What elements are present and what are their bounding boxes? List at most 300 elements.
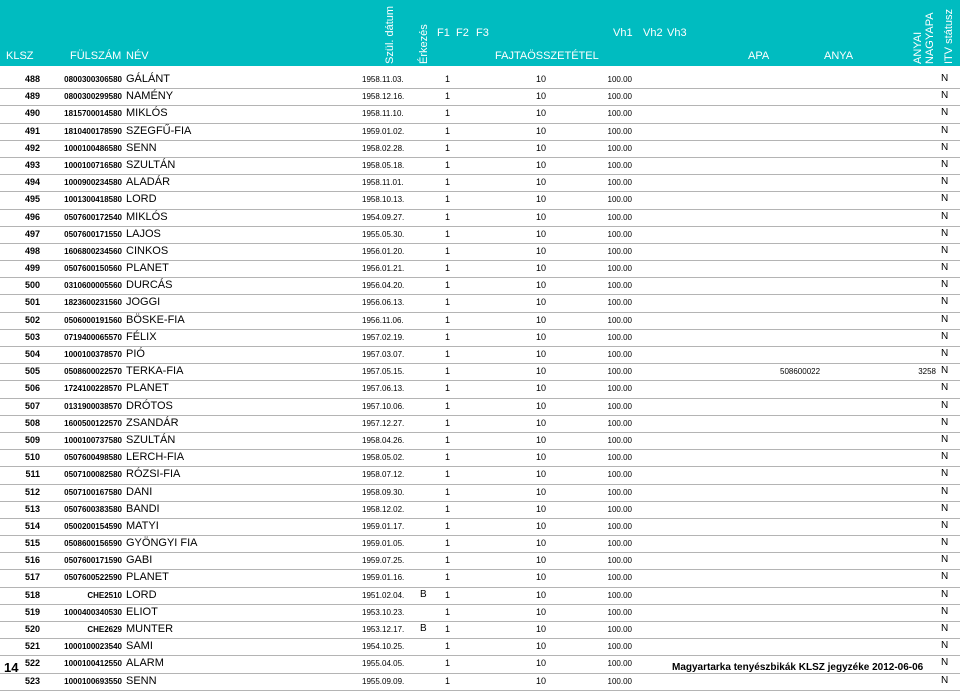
cell-klsz: 511 (25, 469, 40, 480)
header-fulszam: FÜLSZÁM (70, 50, 122, 62)
cell-fajta-percent: 100.00 (607, 178, 632, 188)
cell-itv: N (941, 176, 949, 188)
cell-fajta-value: 10 (535, 177, 546, 188)
cell-klsz: 510 (24, 452, 40, 463)
cell-nev: ELIOT (126, 605, 158, 618)
cell-fajta-value: 10 (535, 538, 546, 549)
cell-f1: 1 (444, 520, 450, 531)
cell-fajta-percent: 100.00 (607, 659, 632, 669)
page-number: 14 (4, 660, 19, 675)
table-row (0, 588, 960, 605)
cell-datum: 1958.09.30. (362, 487, 405, 497)
cell-nev: PLANET (126, 262, 169, 275)
cell-datum: 1957.06.13. (362, 384, 405, 394)
table-row (0, 347, 960, 364)
cell-fajta-percent: 100.00 (607, 573, 632, 583)
cell-f1: 1 (444, 675, 450, 686)
cell-fulszam: 1823600231560 (64, 298, 122, 308)
cell-datum: 1955.09.09. (362, 676, 405, 686)
cell-fajta-percent: 100.00 (607, 315, 632, 325)
cell-f1: 1 (444, 606, 450, 617)
cell-nev: SZEGFŰ-FIA (126, 124, 192, 137)
cell-nev: ALARM (126, 657, 164, 670)
cell-datum: 1957.02.19. (362, 332, 405, 342)
cell-fulszam: 1000400340530 (64, 607, 122, 617)
cell-f1: 1 (444, 314, 450, 325)
table-row (0, 124, 960, 141)
cell-f1: 1 (444, 349, 450, 359)
cell-fajta-percent: 100.00 (607, 281, 632, 291)
header-anya: ANYA (824, 50, 854, 62)
cell-klsz: 491 (24, 125, 40, 136)
cell-fulszam: 0506000191560 (64, 315, 122, 325)
cell-fajta-value: 10 (535, 606, 546, 617)
table-row (0, 467, 960, 484)
cell-fajta-percent: 100.00 (607, 246, 632, 256)
cell-fajta-percent: 100.00 (607, 487, 632, 497)
table-row (0, 313, 960, 330)
cell-fulszam: CHE2510 (87, 590, 122, 600)
cell-fajta-percent: 100.00 (607, 264, 632, 274)
header-fajtaosszetetel: FAJTAÖSSZETÉTEL (495, 50, 599, 62)
table-row (0, 485, 960, 502)
cell-datum: 1957.05.15. (362, 367, 405, 377)
cell-fajta-value: 10 (535, 91, 546, 102)
cell-fajta-percent: 100.00 (607, 676, 632, 686)
cell-f1: 1 (444, 503, 450, 514)
cell-fajta-percent: 100.00 (607, 212, 632, 222)
cell-f1: 1 (444, 383, 450, 394)
cell-fajta-value: 10 (535, 400, 546, 411)
cell-f1: 1 (444, 366, 450, 377)
cell-f1: 1 (444, 486, 450, 497)
cell-f1: 1 (444, 400, 450, 411)
header-f2: F2 (456, 27, 469, 39)
cell-fajta-value: 10 (535, 503, 546, 514)
cell-klsz: 497 (24, 228, 40, 239)
cell-klsz: 495 (24, 194, 40, 205)
cell-klsz: 488 (24, 74, 40, 84)
cell-fajta-percent: 100.00 (607, 160, 632, 170)
cell-nev: JOGGI (126, 296, 161, 309)
cell-fajta-percent: 100.00 (607, 642, 632, 652)
cell-fulszam: 0508600022570 (64, 367, 122, 377)
cell-nev: SZULTÁN (126, 433, 176, 446)
cell-datum: 1951.02.04. (362, 590, 405, 600)
cell-nev: GABI (126, 554, 153, 567)
cell-itv: N (941, 365, 949, 377)
cell-datum: 1959.07.25. (362, 556, 405, 566)
table-row (0, 502, 960, 519)
header-vh2: Vh2 (643, 27, 663, 39)
cell-fulszam: 0508600156590 (64, 539, 122, 549)
cell-datum: 1955.05.30. (362, 229, 405, 239)
cell-datum: 1956.06.13. (362, 298, 405, 308)
cell-f1: 1 (444, 469, 450, 480)
table-row (0, 622, 960, 639)
header-klsz: KLSZ (6, 50, 34, 62)
cell-nev: LORD (126, 588, 157, 601)
cell-klsz: 498 (24, 245, 40, 256)
header-nev: NÉV (126, 50, 149, 62)
header-szul-datum: Szül. dátum (384, 5, 396, 64)
cell-nev: LAJOS (126, 227, 161, 240)
cell-fajta-percent: 100.00 (607, 75, 632, 84)
cell-fulszam: 1815700014580 (64, 109, 122, 119)
cell-f1: 1 (444, 228, 450, 239)
cell-nev: LORD (126, 193, 157, 206)
cell-klsz: 494 (24, 177, 40, 188)
cell-datum: 1959.01.05. (362, 539, 405, 549)
header-anyai-nagyapa: ANYAI NAGYAPA (912, 12, 936, 64)
cell-nev: FÉLIX (126, 330, 157, 343)
cell-datum: 1956.01.21. (362, 264, 405, 274)
cell-nev: RÓZSI-FIA (126, 468, 181, 481)
cell-fajta-value: 10 (535, 74, 546, 84)
cell-fajta-percent: 100.00 (607, 143, 632, 153)
cell-datum: 1958.05.18. (362, 160, 405, 170)
cell-nev: PLANET (126, 571, 169, 584)
cell-fajta-percent: 100.00 (607, 384, 632, 394)
cell-nev: GÁLÁNT (126, 73, 171, 85)
cell-fulszam: 1000100378570 (64, 350, 122, 359)
cell-klsz: 514 (24, 520, 40, 531)
cell-klsz: 503 (24, 331, 40, 342)
cell-f1: 1 (444, 177, 450, 188)
table-row (0, 261, 960, 278)
cell-klsz: 493 (24, 159, 40, 170)
cell-fulszam: 0800300299580 (64, 92, 122, 102)
cell-fajta-percent: 100.00 (607, 625, 632, 634)
cell-itv: N (941, 279, 949, 291)
cell-nev: SZULTÁN (126, 158, 176, 171)
table-row (0, 399, 960, 416)
cell-fajta-value: 10 (535, 469, 546, 480)
cell-klsz: 523 (24, 675, 40, 686)
cell-nev: DRÓTOS (126, 399, 173, 412)
cell-datum: 1958.12.16. (362, 92, 405, 102)
cell-itv: N (941, 468, 949, 480)
cell-f1: 1 (444, 245, 450, 256)
cell-fulszam: 0507100082580 (64, 470, 122, 480)
header-erkezes: Érkezés (418, 24, 430, 64)
cell-nev: GYÖNGYI FIA (126, 537, 198, 550)
cell-fulszam: 1600500122570 (64, 418, 122, 428)
cell-klsz: 505 (24, 366, 40, 377)
cell-klsz: 492 (24, 142, 40, 153)
cell-itv: N (941, 313, 949, 325)
cell-fajta-percent: 100.00 (607, 504, 632, 514)
cell-nev: LERCH-FIA (126, 451, 185, 464)
cell-f1: 1 (444, 263, 450, 274)
cell-itv: N (941, 73, 949, 84)
cell-fulszam: 1000100023540 (64, 642, 122, 652)
cell-fajta-value: 10 (535, 331, 546, 342)
cell-itv: N (941, 433, 949, 445)
cell-klsz: 489 (24, 91, 40, 102)
cell-fulszam: 0507600172540 (64, 212, 122, 222)
cell-f1: 1 (444, 658, 450, 669)
cell-fajta-value: 10 (535, 434, 546, 445)
cell-apa: 508600022 (780, 367, 821, 377)
cell-fajta-value: 10 (535, 297, 546, 308)
cell-f1: 1 (444, 125, 450, 136)
table-row (0, 605, 960, 622)
cell-datum: 1957.03.07. (362, 350, 405, 359)
cell-fajta-percent: 100.00 (607, 521, 632, 531)
cell-itv: N (941, 605, 949, 617)
cell-erkezes: B (420, 588, 427, 600)
cell-fajta-percent: 100.00 (607, 470, 632, 480)
cell-klsz: 502 (24, 314, 40, 325)
cell-klsz: 500 (24, 280, 40, 291)
table-row (0, 570, 960, 587)
cell-fulszam: 0507600383580 (64, 504, 122, 514)
cell-fajta-value: 10 (535, 675, 546, 686)
cell-f1: 1 (444, 641, 450, 652)
cell-f1: 1 (444, 280, 450, 291)
cell-klsz: 499 (24, 263, 40, 274)
cell-itv: N (941, 588, 949, 600)
cell-datum: 1956.04.20. (362, 281, 405, 291)
cell-fulszam: 0507600171550 (64, 229, 122, 239)
cell-datum: 1953.10.23. (362, 607, 405, 617)
cell-fajta-value: 10 (535, 589, 546, 600)
cell-klsz: 522 (24, 658, 40, 669)
table-row (0, 416, 960, 433)
cell-datum: 1957.10.06. (362, 401, 405, 411)
cell-datum: 1958.12.02. (362, 504, 405, 514)
cell-nev: MUNTER (126, 623, 174, 635)
cell-fajta-value: 10 (535, 108, 546, 119)
cell-fulszam: 1606800234560 (64, 246, 122, 256)
cell-itv: N (941, 399, 949, 411)
table-row (0, 674, 960, 691)
cell-datum: 1955.04.05. (362, 659, 405, 669)
cell-fajta-percent: 100.00 (607, 195, 632, 205)
cell-f1: 1 (444, 417, 450, 428)
cell-klsz: 490 (24, 108, 40, 119)
header-itv-statusz: ITV státusz (943, 8, 955, 64)
cell-itv: N (941, 674, 949, 686)
cell-fulszam: 0507600171590 (64, 556, 122, 566)
table-row (0, 639, 960, 656)
cell-datum: 1958.11.03. (362, 75, 404, 84)
table-row (0, 381, 960, 398)
cell-nev: BÖSKE-FIA (126, 313, 185, 326)
cell-klsz: 513 (24, 503, 40, 514)
table-row (0, 278, 960, 295)
cell-f1: 1 (444, 589, 450, 600)
cell-datum: 1958.10.13. (362, 195, 405, 205)
table-row (0, 106, 960, 123)
table-row (0, 141, 960, 158)
cell-nev: ZSANDÁR (126, 416, 179, 429)
cell-fulszam: CHE2629 (87, 625, 122, 634)
cell-klsz: 518 (24, 589, 40, 600)
cell-fajta-percent: 100.00 (607, 418, 632, 428)
cell-itv: N (941, 210, 949, 222)
cell-klsz: 516 (24, 555, 40, 566)
header-vh3: Vh3 (667, 27, 687, 39)
cell-klsz: 519 (24, 606, 40, 617)
cell-fajta-percent: 100.00 (607, 590, 632, 600)
cell-itv: N (941, 244, 949, 256)
cell-datum: 1957.12.27. (362, 418, 405, 428)
cell-datum: 1954.10.25. (362, 642, 405, 652)
cell-nev: NAMÉNY (126, 90, 174, 103)
cell-datum: 1958.05.02. (362, 453, 405, 463)
cell-itv: N (941, 227, 949, 239)
table-row (0, 553, 960, 570)
cell-nev: SENN (126, 141, 157, 154)
cell-itv: N (941, 485, 949, 497)
header-f3: F3 (476, 27, 489, 39)
cell-fulszam: 1000100486580 (64, 143, 122, 153)
table-row (0, 330, 960, 347)
cell-fajta-percent: 100.00 (607, 539, 632, 549)
cell-klsz: 517 (24, 572, 40, 583)
cell-itv: N (941, 124, 949, 136)
cell-nev: SAMI (126, 640, 153, 653)
table-row (0, 158, 960, 175)
cell-fajta-percent: 100.00 (607, 332, 632, 342)
cell-fulszam: 1000100412550 (64, 659, 122, 669)
table-row (0, 364, 960, 381)
cell-fajta-percent: 100.00 (607, 453, 632, 463)
table-row (0, 175, 960, 192)
cell-nev: PIÓ (126, 348, 145, 360)
cell-fulszam: 0507600150560 (64, 264, 122, 274)
cell-fajta-value: 10 (535, 228, 546, 239)
footer-title: Magyartarka tenyészbikák KLSZ jegyzéke 2012-06-06 (672, 662, 924, 673)
cell-datum: 1956.01.20. (362, 246, 405, 256)
cell-fulszam: 1000100716580 (64, 160, 122, 170)
cell-itv: N (941, 330, 949, 342)
cell-f1: 1 (444, 74, 450, 84)
cell-datum: 1958.11.01. (362, 178, 404, 188)
cell-klsz: 504 (24, 349, 40, 359)
table-row (0, 295, 960, 312)
cell-fajta-value: 10 (535, 383, 546, 394)
cell-itv: N (941, 348, 949, 359)
cell-klsz: 506 (24, 383, 40, 394)
header-f1: F1 (437, 27, 450, 39)
cell-fajta-value: 10 (535, 314, 546, 325)
cell-fulszam: 1810400178590 (64, 126, 122, 136)
cell-itv: N (941, 416, 949, 428)
cell-datum: 1958.02.28. (362, 143, 405, 153)
cell-fulszam: 1001300418580 (64, 195, 122, 205)
cell-fajta-value: 10 (535, 520, 546, 531)
cell-fajta-percent: 100.00 (607, 350, 632, 359)
cell-klsz: 512 (24, 486, 40, 497)
cell-itv: N (941, 657, 949, 669)
cell-datum: 1958.04.26. (362, 435, 405, 445)
cell-nev: CINKOS (126, 244, 169, 257)
cell-itv: N (941, 537, 949, 549)
cell-klsz: 509 (24, 434, 40, 445)
table-row (0, 536, 960, 553)
table-row (0, 72, 960, 89)
cell-fulszam: 1000100737580 (64, 435, 122, 445)
cell-fajta-value: 10 (535, 125, 546, 136)
cell-f1: 1 (444, 452, 450, 463)
cell-fulszam: 0131900038570 (64, 401, 122, 411)
data-table (0, 72, 960, 691)
cell-fajta-percent: 100.00 (607, 607, 632, 617)
cell-f1: 1 (444, 624, 450, 634)
cell-f1: 1 (444, 211, 450, 222)
cell-nev: BANDI (126, 502, 160, 515)
cell-datum: 1954.09.27. (362, 212, 405, 222)
cell-fajta-value: 10 (535, 417, 546, 428)
cell-fulszam: 0500200154590 (64, 521, 122, 531)
cell-fajta-value: 10 (535, 194, 546, 205)
cell-itv: N (941, 296, 949, 308)
cell-itv: N (941, 193, 949, 205)
cell-f1: 1 (444, 194, 450, 205)
cell-f1: 1 (444, 108, 450, 119)
cell-nev: MATYI (126, 519, 159, 532)
cell-fajta-value: 10 (535, 211, 546, 222)
cell-klsz: 521 (24, 641, 40, 652)
cell-fajta-value: 10 (535, 641, 546, 652)
cell-itv: N (941, 141, 949, 153)
cell-fajta-value: 10 (535, 142, 546, 153)
cell-itv: N (941, 623, 949, 634)
cell-fajta-value: 10 (535, 280, 546, 291)
cell-fulszam: 0507600522590 (64, 573, 122, 583)
cell-datum: 1959.01.16. (362, 573, 405, 583)
cell-itv: N (941, 554, 949, 566)
table-row (0, 210, 960, 227)
cell-itv: N (941, 158, 949, 170)
cell-fajta-percent: 100.00 (607, 367, 632, 377)
cell-fulszam: 0507100167580 (64, 487, 122, 497)
cell-datum: 1959.01.17. (362, 521, 405, 531)
cell-nev: TERKA-FIA (126, 365, 184, 378)
cell-f1: 1 (444, 555, 450, 566)
cell-fulszam: 1724100228570 (64, 384, 122, 394)
cell-itv: N (941, 519, 949, 531)
cell-fajta-value: 10 (535, 452, 546, 463)
cell-klsz: 496 (24, 211, 40, 222)
cell-nev: DURCÁS (126, 279, 173, 292)
cell-nev: DANI (126, 485, 153, 498)
cell-fajta-value: 10 (535, 624, 546, 634)
table-row (0, 192, 960, 209)
cell-nev: PLANET (126, 382, 169, 395)
table-row (0, 519, 960, 536)
cell-fajta-value: 10 (535, 159, 546, 170)
cell-fajta-value: 10 (535, 366, 546, 377)
cell-fajta-value: 10 (535, 245, 546, 256)
cell-fajta-value: 10 (535, 658, 546, 669)
cell-fulszam: 1000900234580 (64, 178, 122, 188)
cell-datum: 1958.11.10. (362, 109, 404, 119)
cell-fajta-value: 10 (535, 572, 546, 583)
cell-fulszam: 0719400065570 (64, 332, 122, 342)
cell-fulszam: 0800300306580 (64, 75, 122, 84)
cell-f1: 1 (444, 434, 450, 445)
cell-f1: 1 (444, 91, 450, 102)
cell-klsz: 501 (24, 297, 40, 308)
cell-klsz: 515 (24, 538, 40, 549)
cell-datum: 1953.12.17. (362, 625, 405, 634)
cell-nev: ALADÁR (126, 176, 171, 189)
cell-nev: SENN (126, 674, 157, 687)
